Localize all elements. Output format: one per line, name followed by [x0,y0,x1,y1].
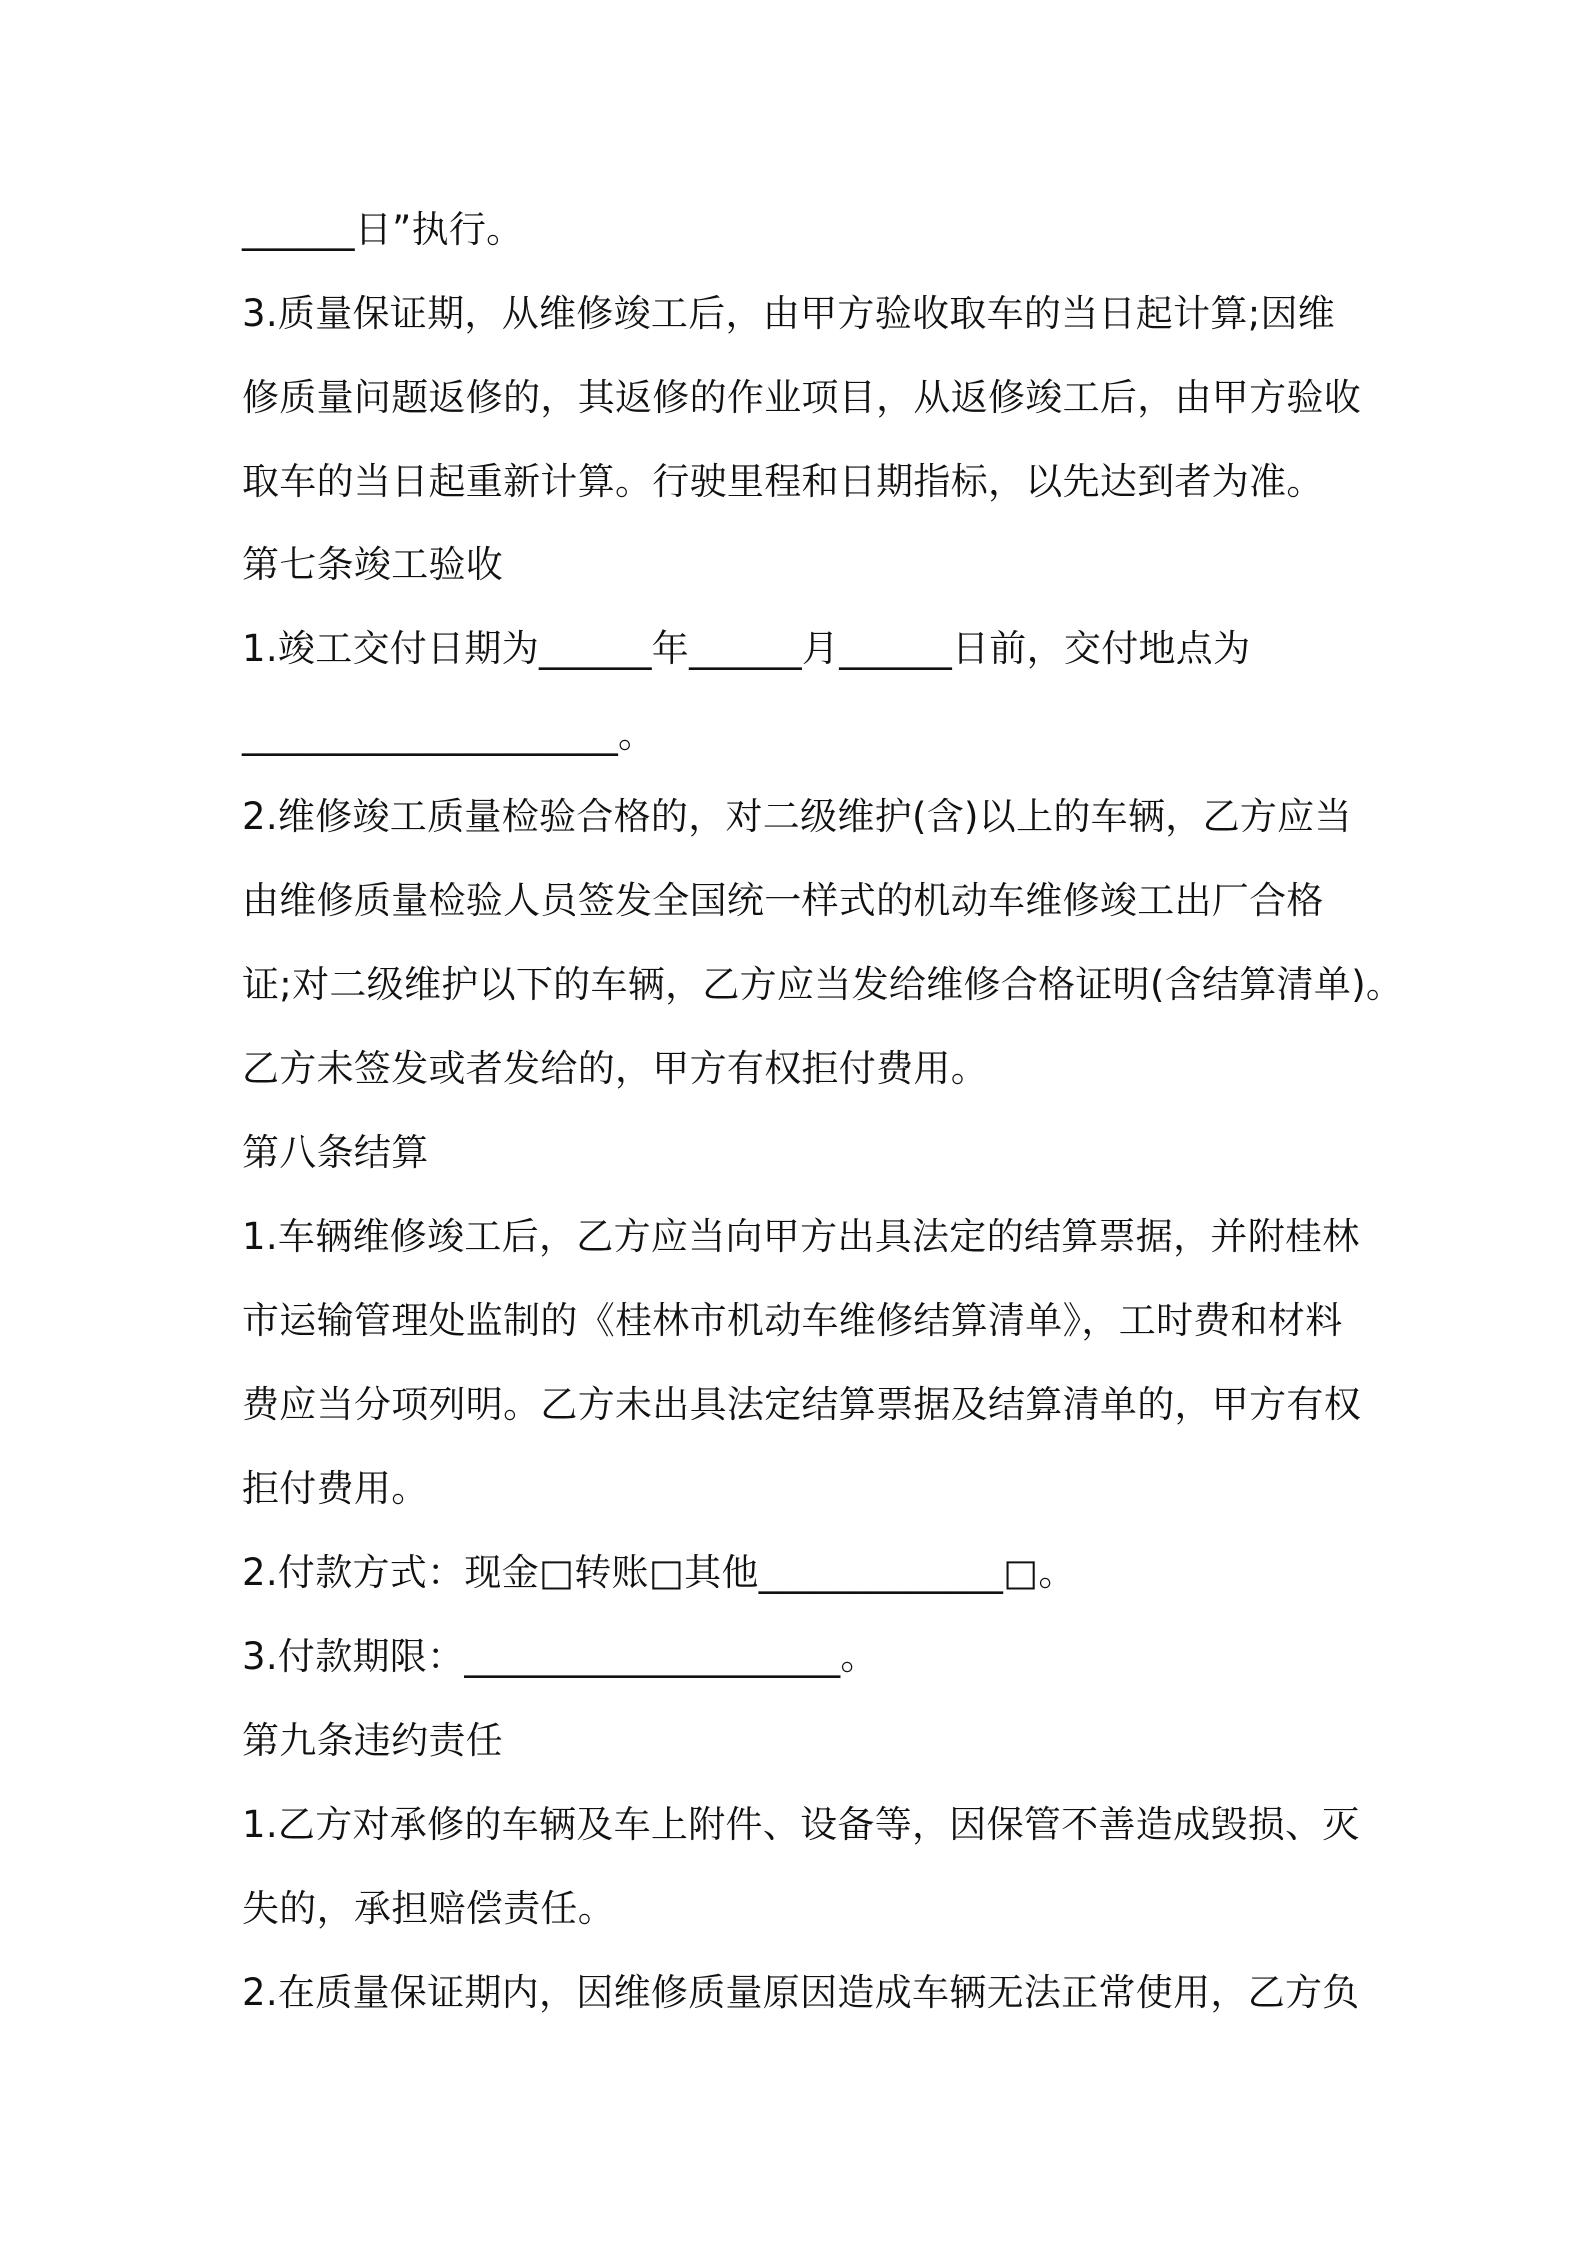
text-line: 失的，承担赔偿责任。 [242,1887,615,1930]
text-line: ______日”执行。 [242,208,524,251]
text-line: 1.竣工交付日期为______年______月______日前，交付地点为 [242,627,1251,670]
text-line: 2.维修竣工质量检验合格的，对二级维护(含)以上的车辆，乙方应当 [242,795,1352,838]
text-line: 3.质量保证期，从维修竣工后，由甲方验收取车的当日起计算;因维 [242,292,1336,335]
text-line: 拒付费用。 [242,1467,429,1510]
text-line: 2.在质量保证期内，因维修质量原因造成车辆无法正常使用，乙方负 [242,1971,1360,2014]
text-line: 乙方未签发或者发给的，甲方有权拒付费用。 [242,1047,988,1090]
text-line: 1.乙方对承修的车辆及车上附件、设备等，因保管不善造成毁损、灭 [242,1803,1360,1846]
text-line: 取车的当日起重新计算。行驶里程和日期指标，以先达到者为准。 [242,460,1324,503]
text-line: 1.车辆维修竣工后，乙方应当向甲方出具法定的结算票据，并附桂林 [242,1215,1360,1258]
text-line: 费应当分项列明。乙方未出具法定结算票据及结算清单的，甲方有权 [242,1383,1361,1426]
text-line: 市运输管理处监制的《桂林市机动车维修结算清单》，工时费和材料 [242,1299,1343,1342]
text-line: 3.付款期限：____________________。 [242,1635,878,1678]
section-heading: 第七条竣工验收 [242,543,504,586]
text-line: 证;对二级维护以下的车辆，乙方应当发给维修合格证明(含结算清单)。 [242,963,1404,1006]
text-line: 修质量问题返修的，其返修的作业项目，从返修竣工后，由甲方验收 [242,376,1361,419]
section-heading: 第八条结算 [242,1131,429,1174]
section-heading: 第九条违约责任 [242,1719,504,1762]
text-line: 由维修质量检验人员签发全国统一样式的机动车维修竣工出厂合格 [242,879,1324,922]
text-line: 2.付款方式：现金□转账□其他_____________□。 [242,1551,1076,1594]
text-line: ____________________。 [242,713,656,756]
